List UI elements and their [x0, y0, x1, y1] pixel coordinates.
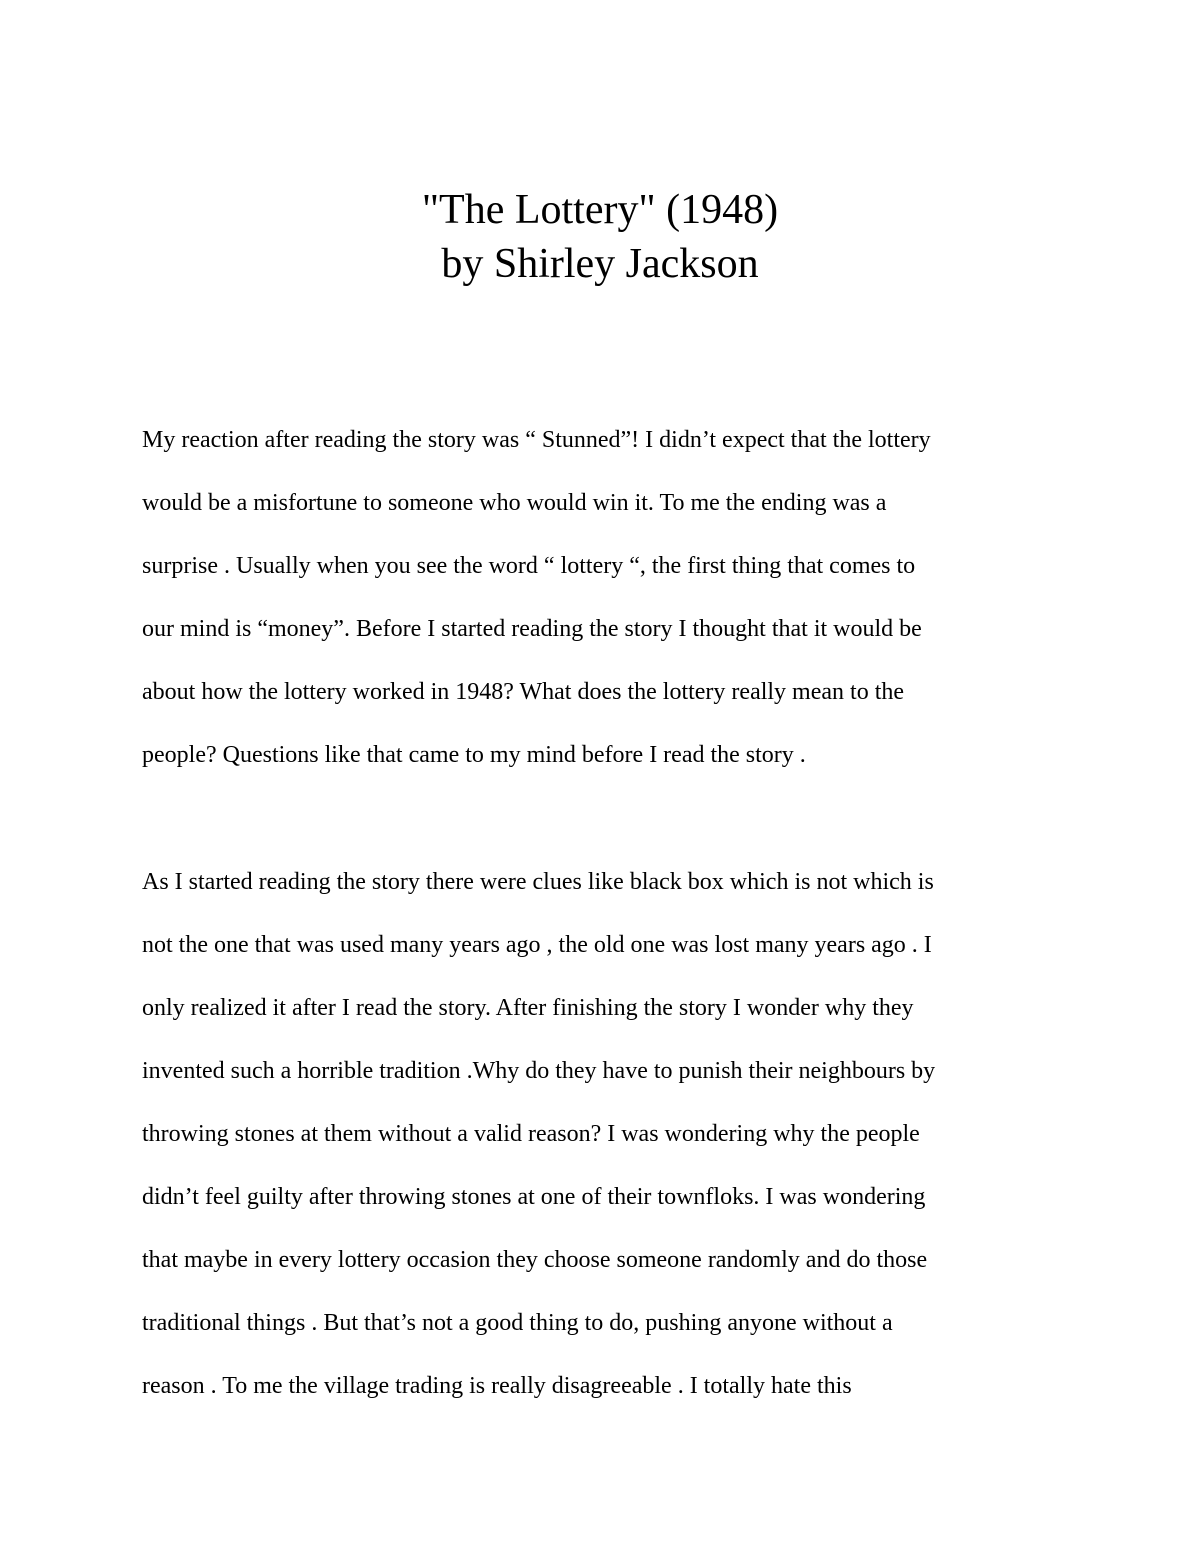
paragraph-2-line: As I started reading the story there were clues like black box which is not which is — [142, 869, 934, 895]
paragraph-1-line: people? Questions like that came to my mind before I read the story . — [142, 742, 806, 768]
document-title: "The Lottery" (1948) — [421, 187, 779, 233]
paragraph-2-line: traditional things . But that’s not a good thing to do, pushing anyone without a — [142, 1310, 893, 1336]
title-block — [0, 183, 1200, 291]
paragraph-2-line: that maybe in every lottery occasion they choose someone randomly and do those — [142, 1247, 928, 1273]
paragraph-2-line: reason . To me the village trading is really disagreeable . I totally hate this — [142, 1373, 852, 1399]
paragraph-2-line: not the one that was used many years ago , the old one was lost many years ago . I — [142, 932, 932, 958]
paragraph-2-line: throwing stones at them without a valid reason? I was wondering why the people — [142, 1121, 920, 1147]
paragraph-2-line: only realized it after I read the story. After finishing the story I wonder why they — [142, 995, 914, 1021]
paragraph-1-line: our mind is “money”. Before I started reading the story I thought that it would be — [142, 616, 922, 642]
paragraph-2-line: invented such a horrible tradition .Why do they have to punish their neighbours by — [142, 1058, 936, 1084]
paragraph-1-line: My reaction after reading the story was “ Stunned”! I didn’t expect that the lottery — [142, 427, 931, 453]
document-byline: by Shirley Jackson — [441, 241, 759, 287]
paragraph-2-line: didn’t feel guilty after throwing stones at one of their townfloks. I was wondering — [142, 1184, 926, 1210]
paragraph-1-line: surprise . Usually when you see the word “ lottery “, the first thing that comes to — [142, 553, 916, 579]
paragraph-1-line: would be a misfortune to someone who would win it. To me the ending was a — [142, 490, 887, 516]
paragraph-1-line: about how the lottery worked in 1948? What does the lottery really mean to the — [142, 679, 905, 705]
